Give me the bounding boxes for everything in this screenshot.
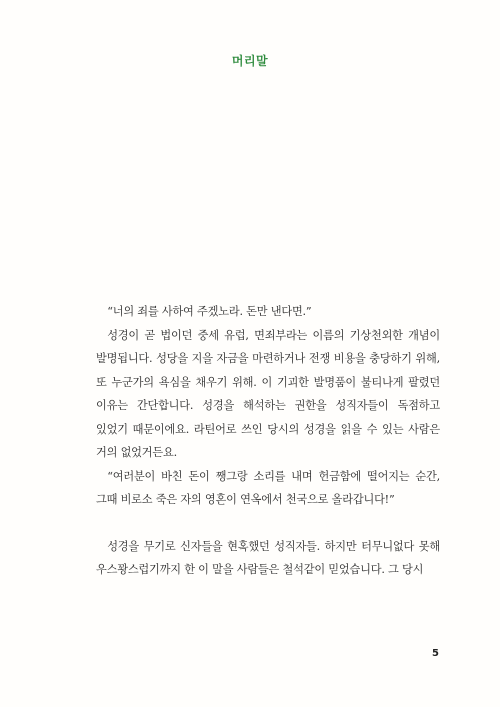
paragraph: “너의 죄를 사하여 주겠노라. 돈만 낸다면.” — [107, 305, 312, 318]
paragraph: “여러분이 바친 돈이 쨍그랑 소리를 내며 헌금함에 떨어지는 순간, 그때 비로소 죽은 자의 영혼이 연옥에서 천국으로 올라갑니다!” — [96, 469, 440, 506]
chapter-title: 머리말 — [231, 54, 269, 68]
body-text — [96, 300, 440, 582]
paragraph-gap — [96, 512, 440, 535]
paragraph: 성경이 곧 법이던 중세 유럽, 면죄부라는 이름의 기상천외한 개념이 발명됩니다. 성당을 지을 자금을 마련하거나 전쟁 비용을 충당하기 위해, 또 누군가의 욕심을 채우기 위해. 이 기괴한 발명품이 불티나게 팔렸던 이유는 간단합니다. 성경을 해석하는 권한을 성직자들이 독점하고 있었기 때문이에요. 라틴어로 쓰인 당시의 성경을 읽을 수 있는 사람은 거의 없었거든요. — [96, 328, 440, 459]
paragraph: 성경을 무기로 신자들을 현혹했던 성직자들. 하지만 터무니없다 못해 우스꽝스럽기까지 한 이 말을 사람들은 철석같이 믿었습니다. 그 당시 — [96, 539, 440, 576]
page-number: 5 — [432, 648, 439, 659]
